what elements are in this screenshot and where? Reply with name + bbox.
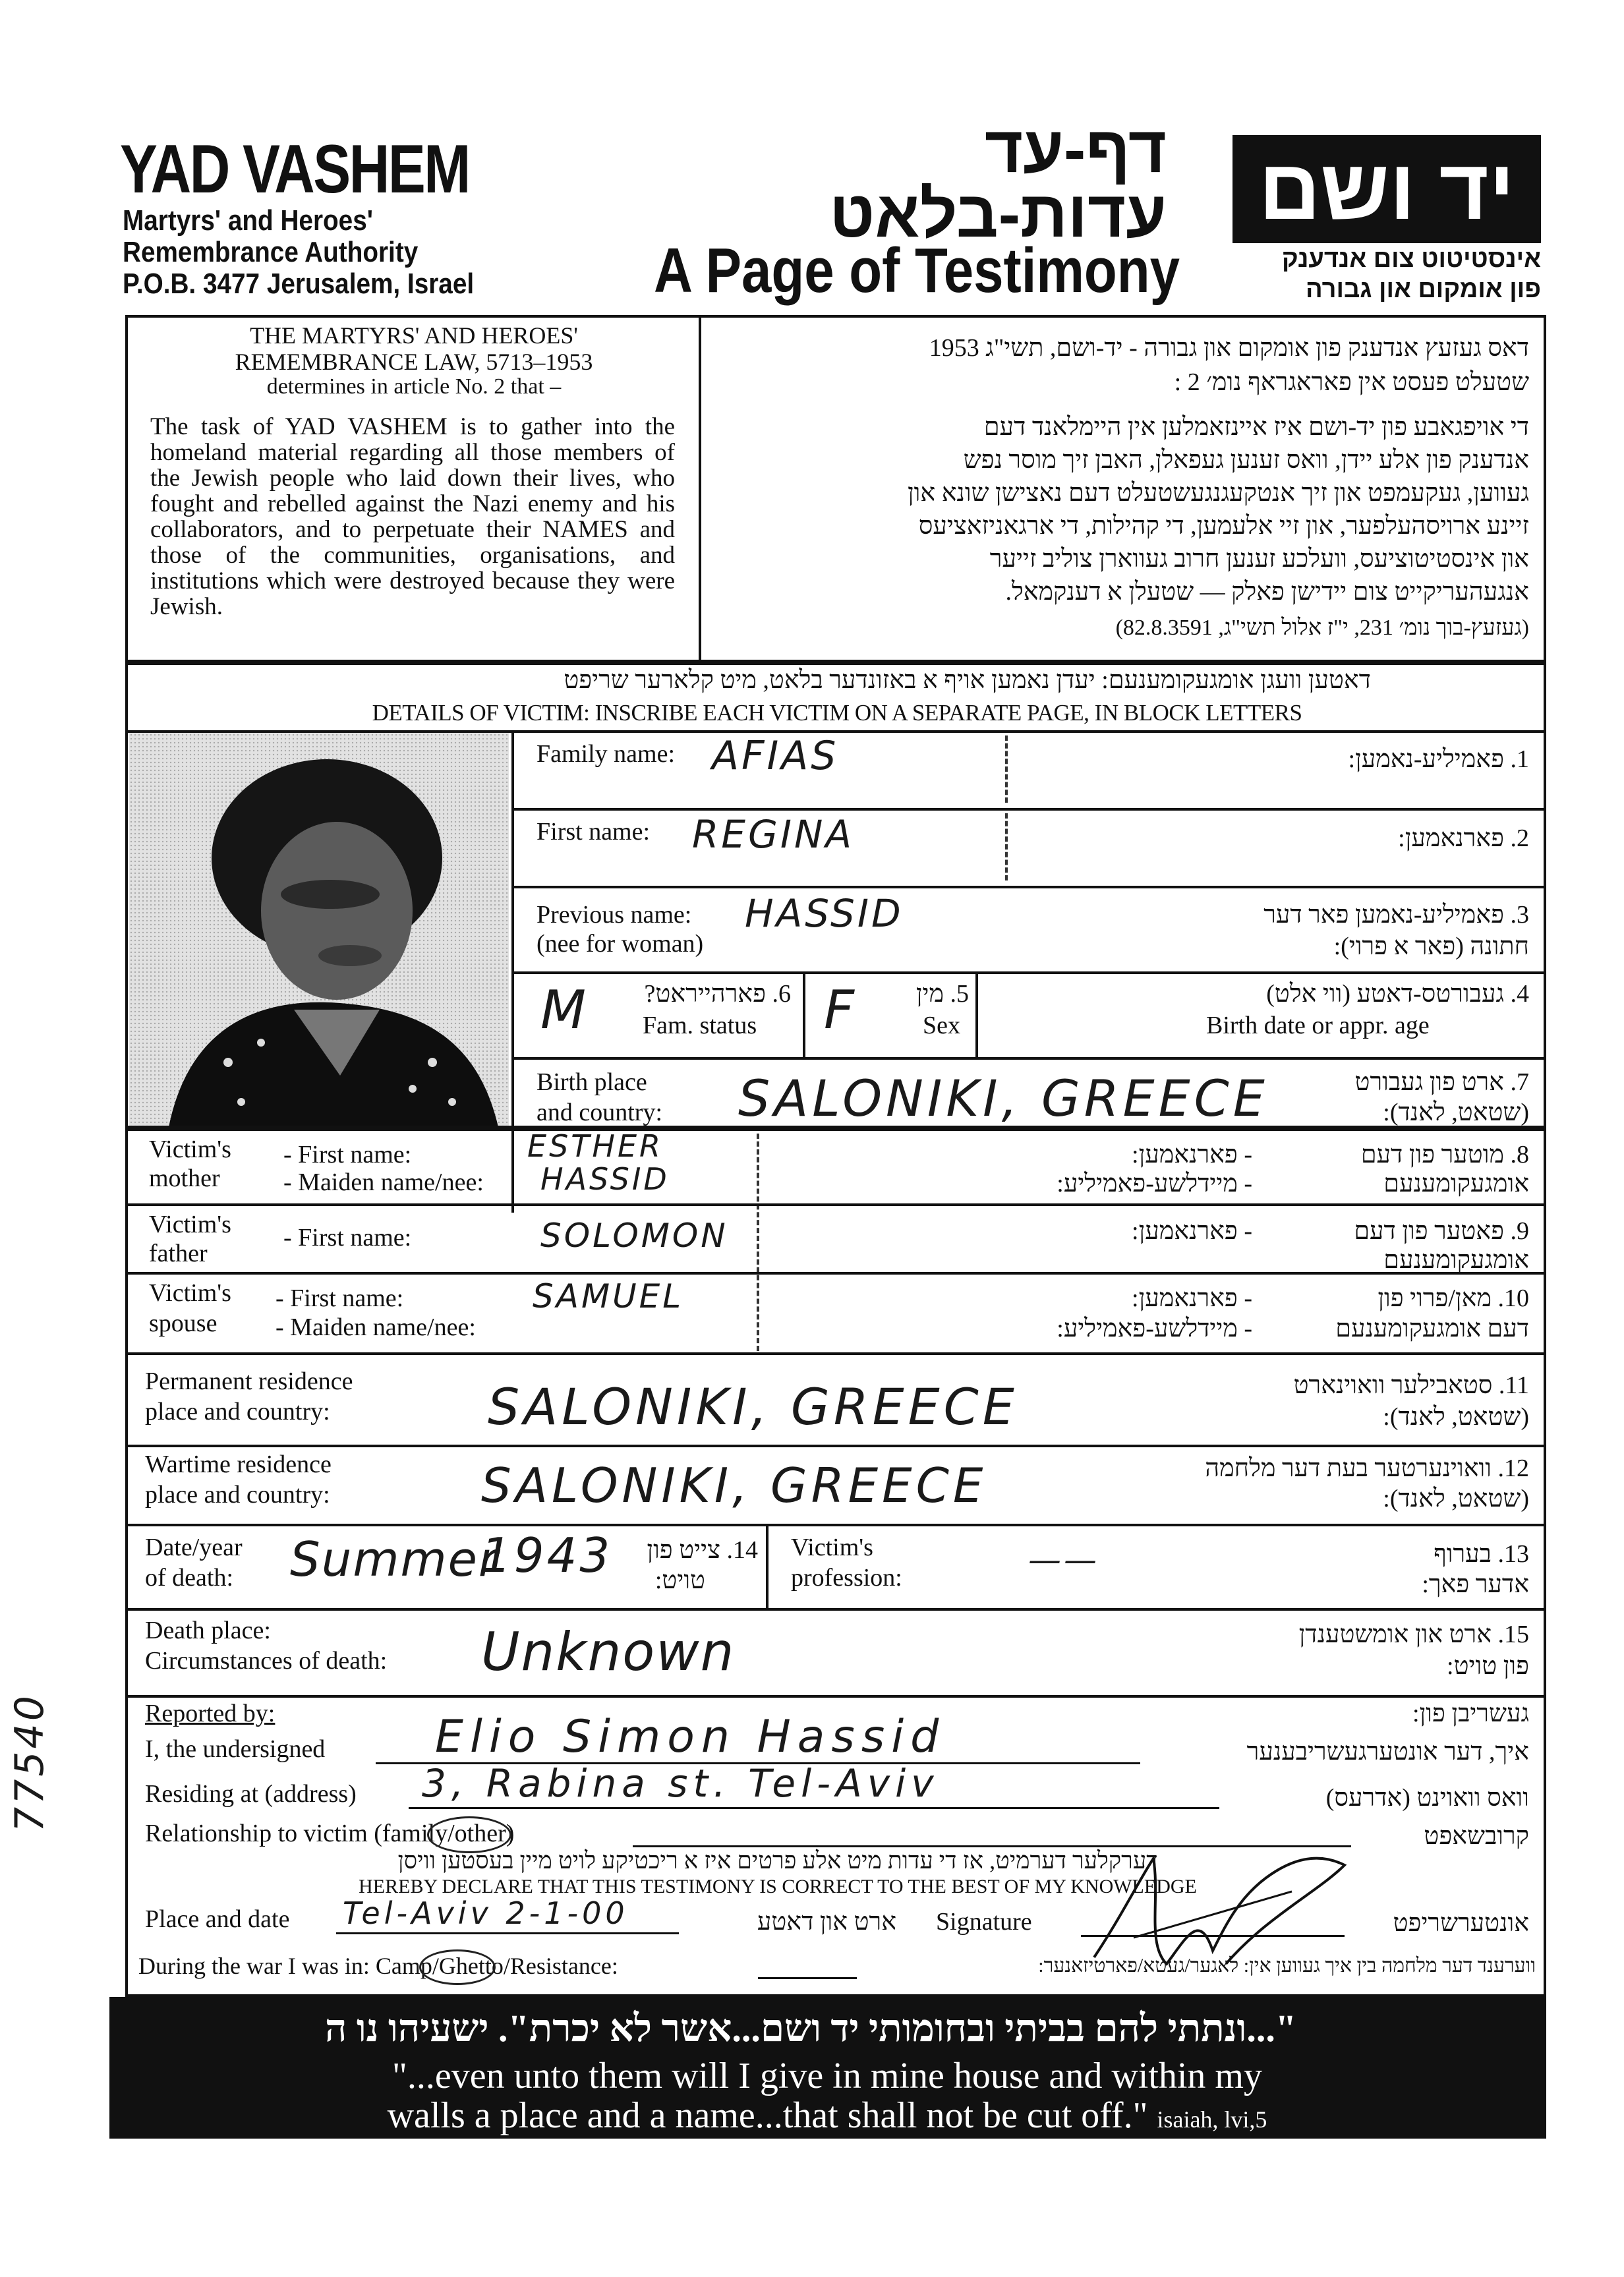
spouse-first-value[interactable]: SAMUEL (533, 1277, 684, 1315)
mother-heb-b: - מיידלשע-פאמיליע: (1057, 1170, 1252, 1197)
law-hebrew-9: (געזעץ-בוך נומ׳ 231, י"ז אלול תשי"ג, 82.8.3591) (1115, 616, 1529, 640)
sex-value[interactable]: F (824, 979, 857, 1041)
birth-place-label: Birth place (536, 1068, 647, 1096)
signature-heb: אונטערשריפט (1393, 1909, 1529, 1937)
camp-circle (419, 1949, 496, 1985)
war-res-heb: 12. וואוינערטער בעת דער מלחמה (1205, 1455, 1529, 1482)
sex-label: Sex (923, 1012, 960, 1039)
birth-place-value[interactable]: SALONIKI, GREECE (738, 1069, 1269, 1128)
declare-en: HEREBY DECLARE THAT THIS TESTIMONY IS CORRECT TO THE BEST OF MY KNOWLEDGE (359, 1876, 1197, 1897)
family-name-heb: 1. פאמיליע-נאמען: (1348, 745, 1529, 773)
death-date-heb-2: טויט: (654, 1567, 705, 1594)
rule-mother (125, 1203, 1546, 1206)
mother-heb-a: - פארנאמען: (1132, 1141, 1252, 1168)
spouse-heb-d: דעם אומגעקומענעם (1335, 1315, 1529, 1342)
residing-label: Residing at (address) (145, 1780, 357, 1808)
place-date-value[interactable]: Tel-Aviv 2-1-00 (343, 1895, 629, 1931)
signature-label: Signature (936, 1908, 1032, 1936)
perm-res-heb: 11. סטאבילער וואוינארט (1293, 1371, 1529, 1399)
father-heb-c: 9. פאטער פון דעם (1354, 1217, 1529, 1245)
reported-by-label: Reported by: (145, 1700, 276, 1727)
victim-photo (129, 733, 509, 1127)
war-res-heb-2: (שטאט, לאנד): (1383, 1485, 1529, 1513)
mother-first-value[interactable]: ESTHER (527, 1128, 663, 1164)
details-english: DETAILS OF VICTIM: INSCRIBE EACH VICTIM ON A SEPARATE PAGE, IN BLOCK LETTERS (372, 700, 1302, 726)
during-war-line (758, 1977, 857, 1979)
dash-parents (757, 1134, 759, 1351)
father-heb-a: - פארנאמען: (1132, 1217, 1252, 1245)
birthplace-left-border (511, 1126, 514, 1213)
law-hebrew-6: זיינע ארויסהעלפער, און זיי אלעמען, די קהילות, די ארגאניזאציעס (918, 512, 1529, 540)
perm-res-value[interactable]: SALONIKI, GREECE (488, 1377, 1018, 1436)
title-english: A Page of Testimony (654, 235, 1180, 306)
birth-date-heb: 4. געבורטס-דאטע (ווי אלט) (1266, 980, 1529, 1008)
law-hebrew-4: אנדענק פון אלע יידן, וואס זענען געפאלן, האבן זיך מוסר נפש (963, 446, 1529, 474)
death-place-heb: 15. ארט און אומשטענדן (1298, 1621, 1529, 1648)
mother-first-label: - First name: (283, 1141, 412, 1168)
mother-label-2: mother (149, 1165, 220, 1192)
spouse-label-2: spouse (149, 1310, 218, 1337)
profession-heb-2: אדער פאך: (1422, 1571, 1529, 1598)
mother-label: Victim's (149, 1136, 231, 1163)
profession-label-2: profession: (791, 1564, 902, 1592)
mother-heb-d: אומגעקומענעם (1383, 1170, 1529, 1197)
death-date-label: Date/year (145, 1534, 243, 1561)
law-hebrew-5: געווען, געקעמפט און זיך אנטקעגנגעשטעלט דעם נאצישן שונא און (907, 479, 1529, 507)
rule-3 (511, 971, 1546, 974)
death-date-label-2: of death: (145, 1564, 234, 1592)
org-line-2: Remembrance Authority (123, 236, 419, 268)
war-res-label: Wartime residence (145, 1451, 332, 1478)
undersigned-heb: איך, דער אונטערגעשריבענער (1246, 1738, 1529, 1766)
declare-heb: דערקלער דערמיט, אז די עדות מיט אלע פרטים איז א ריכטיקע לויט מיין בעסטען וויסן (397, 1847, 1158, 1874)
place-date-heb: ארט און דאטע (757, 1908, 896, 1936)
yad-vashem-logo: יד ושם (1232, 135, 1541, 243)
sex-divider (975, 971, 978, 1057)
mother-maiden-value[interactable]: HASSID (540, 1161, 670, 1197)
first-name-heb: 2. פארנאמען: (1398, 824, 1529, 852)
previous-name-heb: 3. פאמיליע-נאמען פאר דער (1263, 901, 1529, 929)
reporter-name-value[interactable]: Elio Simon Hassid (435, 1711, 946, 1763)
rule-perm (125, 1445, 1546, 1447)
rule-1 (511, 808, 1546, 811)
death-place-value[interactable]: Unknown (481, 1621, 736, 1683)
perm-res-label: Permanent residence (145, 1368, 353, 1395)
title-hebrew-1: דף-עד (984, 113, 1167, 187)
spouse-heb-b: - מיידלשע-פאמיליע: (1057, 1315, 1252, 1342)
father-first-value[interactable]: SOLOMON (540, 1217, 728, 1255)
law-heading-1: THE MARTYRS' AND HEROES' (250, 322, 578, 349)
relationship-label: Relationship to victim (family/other) (145, 1820, 515, 1847)
mother-maiden-label: - Maiden name/nee: (283, 1168, 484, 1196)
war-res-label-2: place and country: (145, 1481, 330, 1509)
footer-hebrew-quote: "...ונתתי להם בביתי ובחומותי יד ושם...אשר לא יכרת". ישעיהו נו ה (324, 2007, 1297, 2050)
law-divider (699, 315, 701, 662)
birth-place-label-2: and country: (536, 1099, 663, 1126)
father-heb-d: אומגעקומענעם (1383, 1246, 1529, 1274)
status-divider (803, 971, 805, 1057)
birth-place-heb: 7. ארט פון געבורט (1354, 1068, 1529, 1096)
profession-heb: 13. בערוף (1434, 1540, 1529, 1568)
address-value[interactable]: 3, Rabina st. Tel-Aviv (422, 1761, 939, 1806)
fam-status-heb: 6. פארהייראט? (644, 980, 791, 1008)
undersigned-label: I, the undersigned (145, 1735, 326, 1763)
org-line-1: Martyrs' and Heroes' (123, 204, 373, 237)
reported-by-heb: געשריבן פון: (1412, 1700, 1529, 1727)
law-hebrew-2: שטעלט פעסט אין פאראגראף נומ׳ 2 : (1174, 368, 1529, 396)
law-hebrew-8: אנגעהעריקייט צום יידישן פאלק — שטעלן א דענקמאל. (1005, 578, 1529, 606)
rule-war (125, 1524, 1546, 1526)
fam-status-value[interactable]: M (540, 979, 589, 1041)
previous-name-label-2: (nee for woman) (536, 930, 704, 958)
previous-name-value[interactable]: HASSID (745, 891, 904, 936)
family-name-label: Family name: (536, 740, 676, 768)
margin-number: 77540 (7, 1693, 53, 1832)
fam-status-label: Fam. status (643, 1012, 757, 1039)
relationship-heb: קרובשאפט (1424, 1822, 1529, 1850)
death-date-value-2[interactable]: 1943 (481, 1528, 613, 1583)
dash-1 (1005, 735, 1008, 803)
death-date-heb: 14. צייט פון (647, 1536, 758, 1564)
rule-death-date (125, 1608, 1546, 1611)
spouse-label: Victim's (149, 1279, 231, 1307)
mother-heb-c: 8. מוטער פון דעם (1360, 1141, 1529, 1168)
perm-res-heb-2: (שטאט, לאנד): (1383, 1403, 1529, 1431)
logo-sub-1: אינסטיטוט צום אנדענק (1281, 245, 1541, 273)
rule-4 (511, 1057, 1546, 1060)
death-place-heb-2: פון טויט: (1447, 1652, 1529, 1680)
dash-2 (1005, 813, 1008, 880)
spouse-heb-c: 10. מאן/פרוי פון (1378, 1284, 1529, 1312)
first-name-value[interactable]: REGINA (692, 812, 855, 857)
sex-heb: 5. מין (915, 980, 969, 1008)
org-name: YAD VASHEM (120, 131, 469, 208)
during-war-heb: ווערענד דער מלחמה בין איך געווען אין: לאגער/געטא/פארטיזאנער: (1038, 1955, 1536, 1976)
residing-line (409, 1807, 1219, 1809)
rule-6 (125, 1128, 1546, 1131)
logo-sub-2: פון אומקום און גבורה (1306, 275, 1541, 303)
first-name-label: First name: (536, 818, 651, 846)
birth-date-label: Birth date or appr. age (1206, 1012, 1430, 1039)
death-place-label-2: Circumstances of death: (145, 1647, 388, 1675)
spouse-heb-a: - פארנאמען: (1132, 1284, 1252, 1312)
residing-heb: וואס וואוינט (אדרעס) (1325, 1784, 1529, 1812)
father-label-2: father (149, 1240, 208, 1267)
during-war-label: During the war I was in: Camp/Ghetto/Resistance: (138, 1953, 618, 1979)
birth-place-heb-2: (שטאט, לאנד): (1383, 1099, 1529, 1126)
perm-res-label-2: place and country: (145, 1398, 330, 1426)
spouse-first-label: - First name: (276, 1284, 404, 1312)
family-name-value[interactable]: AFIAS (712, 733, 839, 779)
profession-label: Victim's (791, 1534, 873, 1561)
rule-death-place (125, 1695, 1546, 1698)
title-hebrew-2: עדות-בלאט (829, 177, 1167, 251)
father-label: Victim's (149, 1211, 231, 1238)
footer-english-2 (125, 2094, 1529, 2137)
law-heading-3: determines in article No. 2 that – (266, 374, 562, 399)
law-heading-2: REMEMBRANCE LAW, 5713–1953 (235, 349, 593, 375)
footer-english-1: "...even unto them will I give in mine house and within my (392, 2056, 1262, 2096)
law-hebrew-7: און אינסטיטוציעס, וועלכע זענען חרוב געווארן צוליב זייער (989, 545, 1529, 573)
photo-divider (511, 730, 514, 1126)
rule-spouse (125, 1352, 1546, 1355)
place-date-line (336, 1932, 679, 1934)
place-date-label: Place and date (145, 1905, 290, 1933)
death-place-label: Death place: (145, 1617, 271, 1644)
death-prof-divider (766, 1524, 768, 1608)
profession-value[interactable]: —— (1028, 1541, 1099, 1579)
law-hebrew-1: דאס געזעץ אנדענק פון אומקום און גבורה - יד-ושם, תשי"ג 1953 (929, 334, 1529, 362)
footer-english-2-text: walls a place and a name...that shall not be cut off." (387, 2095, 1148, 2136)
org-line-3: P.O.B. 3477 Jerusalem, Israel (123, 268, 475, 300)
rule-2 (511, 886, 1546, 888)
spouse-maiden-label: - Maiden name/nee: (276, 1313, 476, 1341)
law-hebrew-3: די אויפגאבע פון יד-ושם איז איינזאמלען אין היימלאנד דעם (983, 413, 1529, 441)
previous-name-label: Previous name: (536, 901, 692, 929)
details-hebrew: דאטען וועגן אומגעקומענעם: יעדן נאמען אויף א באזונדער בלאט, מיט קלארער שריפט (564, 666, 1371, 694)
previous-name-heb-2: חתונה (פאר א פרוי): (1333, 933, 1529, 960)
death-date-value-1[interactable]: Summer (290, 1532, 500, 1587)
war-res-value[interactable]: SALONIKI, GREECE (481, 1458, 987, 1513)
law-body: The task of YAD VASHEM is to gather into the homeland material regarding all those members of the Jewish people who laid down their lives, who fought and rebelled against the Nazi enemy and his collaborators, and to perpetuate their NAMES and those of the communities, organisations, and institutions which were destroyed because they were Jewish. (150, 413, 675, 620)
footer-english-cite: isaiah, lvi,5 (1157, 2106, 1267, 2133)
father-first-label: - First name: (283, 1224, 412, 1252)
